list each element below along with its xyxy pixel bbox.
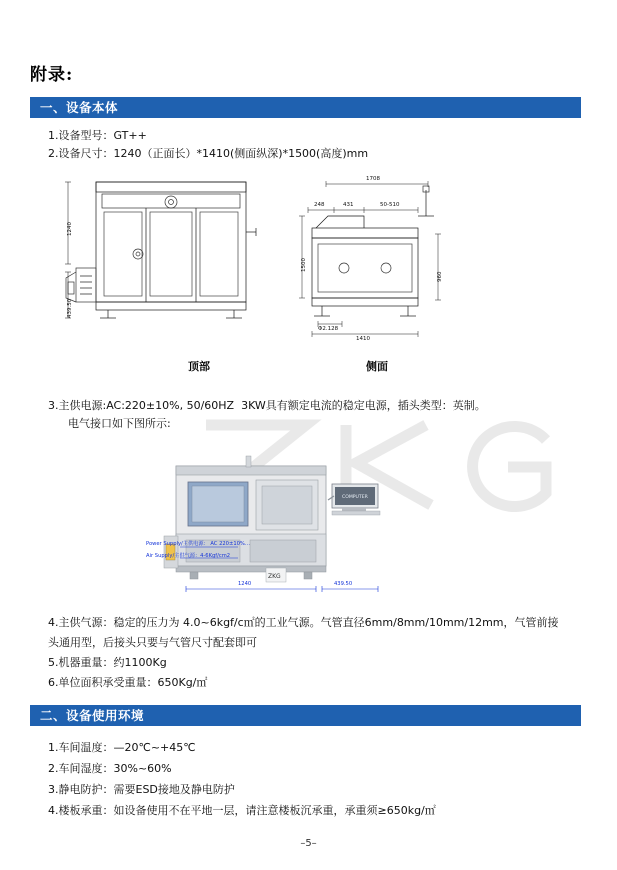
section1-item-4: 4.主供气源：稳定的压力为 4.0~6kgf/c㎡的工业气源。气管直径6mm/8mm/10mm/12mm，气管前接	[48, 616, 559, 629]
section1-item-2: 2.设备尺寸：1240（正面长）*1410(侧面纵深)*1500(高度)mm	[48, 147, 369, 160]
section2-item-4: 4.楼板承重：如设备使用不在平地一层，请注意楼板沉承重，承重须≥650kg/㎡	[48, 804, 436, 817]
side-view-dim-seg1: 248	[314, 202, 325, 208]
svg-text:COMPUTER: COMPUTER	[342, 495, 368, 500]
side-view-dim-height-right: 960	[437, 271, 443, 282]
section2-item-3: 3.静电防护：需要ESD接地及静电防护	[48, 783, 235, 796]
page-title: 附录:	[30, 65, 74, 85]
section2-item-1: 1.车间温度：—20℃~+45℃	[48, 741, 196, 754]
page-number: –5–	[300, 838, 317, 849]
top-view-dim-height: 1240	[67, 222, 73, 236]
section-heading-equipment-body: 一、设备本体	[30, 97, 581, 118]
photo-label-power-supply: Power Supply/主供电源： AC 220±10%…	[146, 541, 251, 547]
figure-top-view	[56, 172, 286, 347]
section-heading-operating-environment: 二、设备使用环境	[30, 705, 581, 726]
side-view-dim-bottom-small: Φ2.128	[318, 326, 339, 332]
figure-electrical-interface	[146, 448, 486, 603]
caption-side-view: 侧面	[366, 360, 388, 373]
page-content	[26, 0, 591, 870]
svg-text:ZKG: ZKG	[268, 573, 281, 580]
section1-item-5: 5.机器重量：约1100Kg	[48, 656, 167, 669]
figure-side-view	[298, 172, 478, 347]
side-view-dim-height-left: 1500	[301, 258, 307, 272]
section1-item-3: 3.主供电源:AC:220±10%, 50/60HZ 3KW具有额定电流的稳定电源，插头类型：英制。	[48, 399, 486, 412]
caption-top-view: 顶部	[188, 360, 210, 373]
section1-item-4b: 头通用型，后接头只要与气管尺寸配套即可	[48, 636, 257, 649]
section1-item-3b: 电气接口如下图所示:	[68, 417, 171, 430]
top-view-dim-lower: 439.50	[67, 298, 73, 318]
side-view-dim-seg3: 50-510	[380, 202, 400, 208]
section1-item-1: 1.设备型号：GT++	[48, 129, 147, 142]
side-view-dim-overall-width: 1708	[366, 176, 380, 182]
side-view-dim-seg2: 431	[343, 202, 354, 208]
section1-item-6: 6.单位面积承受重量：650Kg/㎡	[48, 676, 208, 689]
photo-label-air-supply: Air Supply/主供气源：4-6Kgf/cm2	[146, 553, 231, 559]
side-view-dim-bottom-width: 1410	[356, 336, 370, 342]
photo-dim-depth: 439.50	[334, 581, 353, 587]
section2-item-2: 2.车间湿度：30%~60%	[48, 762, 172, 775]
photo-dim-width: 1240	[238, 581, 252, 587]
